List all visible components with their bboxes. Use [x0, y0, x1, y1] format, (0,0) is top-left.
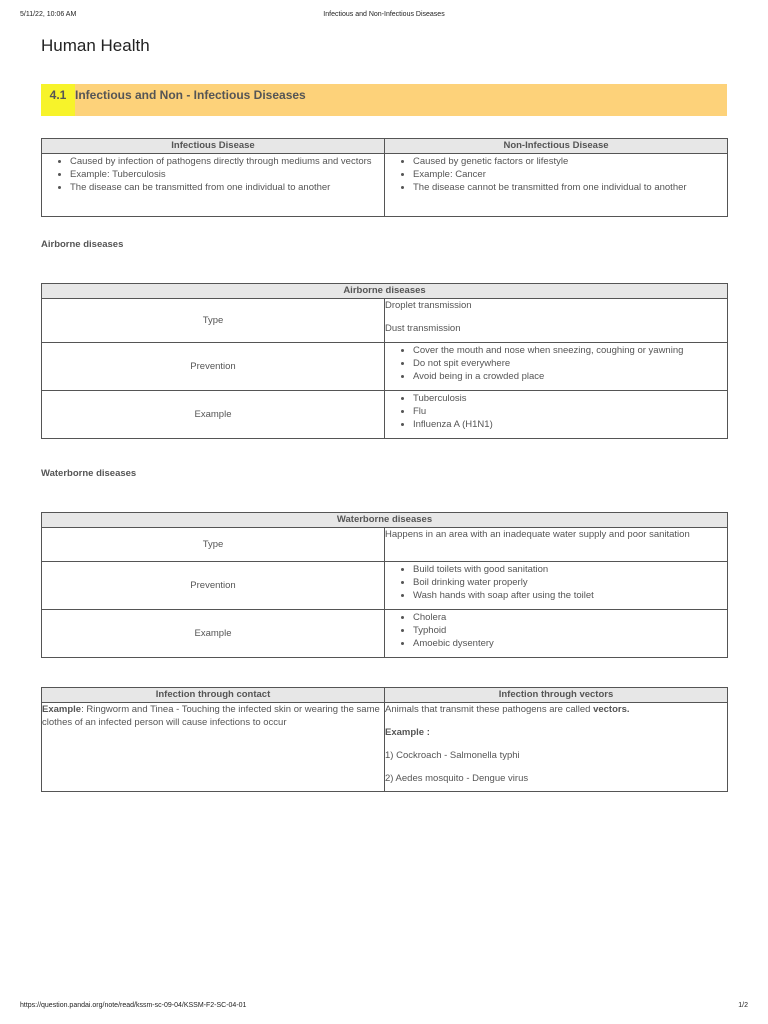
airborne-table: [41, 283, 728, 439]
list-item: • Example: Cancer: [413, 168, 727, 181]
list-item: • Cover the mouth and nose when sneezing, coughing or yawning: [413, 344, 727, 357]
table-header-contact: Infection through contact: [42, 688, 385, 703]
contact-text: : Ringworm and Tinea - Touching the infected skin or wearing the same clothes of an infected person will cause infections to occur: [42, 704, 380, 728]
list-item: • Tuberculosis: [413, 392, 727, 405]
prevention-cell: [385, 562, 728, 610]
vectors-intro-text: Animals that transmit these pathogens are called: [385, 704, 594, 715]
vectors-term: vectors.: [593, 704, 630, 715]
table-header-infectious: Infectious Disease: [42, 139, 385, 154]
waterborne-table-header: Waterborne diseases: [42, 513, 728, 528]
vectors-example-label-text: Example :: [385, 727, 430, 738]
prevention-cell: [385, 343, 728, 391]
list-item: • Amoebic dysentery: [413, 637, 727, 650]
vectors-intro: [385, 703, 727, 716]
list-item: • Caused by genetic factors or lifestyle: [413, 155, 727, 168]
prevention-label: Prevention: [42, 562, 385, 610]
print-footer: [20, 1002, 748, 1014]
airborne-table-header: Airborne diseases: [42, 284, 728, 299]
type-value: Dust transmission: [385, 323, 461, 334]
list-item: • Example: Tuberculosis: [70, 168, 384, 181]
contact-example-label: Example: [42, 704, 82, 715]
print-page-number: 1/2: [738, 1002, 748, 1009]
type-cell: [385, 528, 728, 562]
list-item: • Avoid being in a crowded place: [413, 370, 727, 383]
non-infectious-cell: [385, 154, 728, 217]
print-url: https://question.pandai.org/note/read/kssm-sc-09-04/KSSM-F2-SC-04-01: [20, 1002, 247, 1009]
table-header-vectors: Infection through vectors: [385, 688, 728, 703]
comparison-table: [41, 138, 728, 217]
vector-item: 1) Cockroach - Salmonella typhi: [385, 750, 520, 761]
vector-item: 2) Aedes mosquito - Dengue virus: [385, 773, 529, 784]
contact-description: [42, 703, 384, 729]
table-header-non-infectious: Non-Infectious Disease: [385, 139, 728, 154]
vectors-example-label: [385, 726, 727, 739]
list-item: • Influenza A (H1N1): [413, 418, 727, 431]
list-item: • Cholera: [413, 611, 727, 624]
section-number: 4.1: [41, 84, 75, 116]
contact-cell: [42, 703, 385, 792]
waterborne-table: [41, 512, 728, 658]
print-header: [20, 11, 748, 23]
print-date: 5/11/22, 10:06 AM: [20, 11, 77, 18]
list-item: • Do not spit everywhere: [413, 357, 727, 370]
list-item: • The disease cannot be transmitted from one individual to another: [413, 181, 727, 194]
list-item: • Boil drinking water properly: [413, 576, 727, 589]
type-value: Happens in an area with an inadequate water supply and poor sanitation: [385, 529, 690, 540]
print-document-title: Infectious and Non-Infectious Diseases: [323, 11, 445, 18]
example-cell: [385, 610, 728, 658]
example-label: Example: [42, 610, 385, 658]
page-title: Human Health: [41, 36, 150, 55]
list-item: • Caused by infection of pathogens directly through mediums and vectors: [70, 155, 384, 168]
list-item: • Build toilets with good sanitation: [413, 563, 727, 576]
type-label: Type: [42, 299, 385, 343]
infectious-cell: [42, 154, 385, 217]
vectors-cell: [385, 703, 728, 792]
transmission-table: [41, 687, 728, 792]
section-banner: [41, 84, 727, 116]
example-label: Example: [42, 391, 385, 439]
airborne-heading: Airborne diseases: [41, 239, 124, 250]
type-label: Type: [42, 528, 385, 562]
prevention-label: Prevention: [42, 343, 385, 391]
list-item: • Flu: [413, 405, 727, 418]
list-item: • Typhoid: [413, 624, 727, 637]
type-value: Droplet transmission: [385, 300, 472, 311]
type-cell: [385, 299, 728, 343]
waterborne-heading: Waterborne diseases: [41, 468, 137, 479]
example-cell: [385, 391, 728, 439]
list-item: • The disease can be transmitted from one individual to another: [70, 181, 384, 194]
list-item: • Wash hands with soap after using the toilet: [413, 589, 727, 602]
section-title: Infectious and Non - Infectious Diseases: [75, 88, 306, 102]
